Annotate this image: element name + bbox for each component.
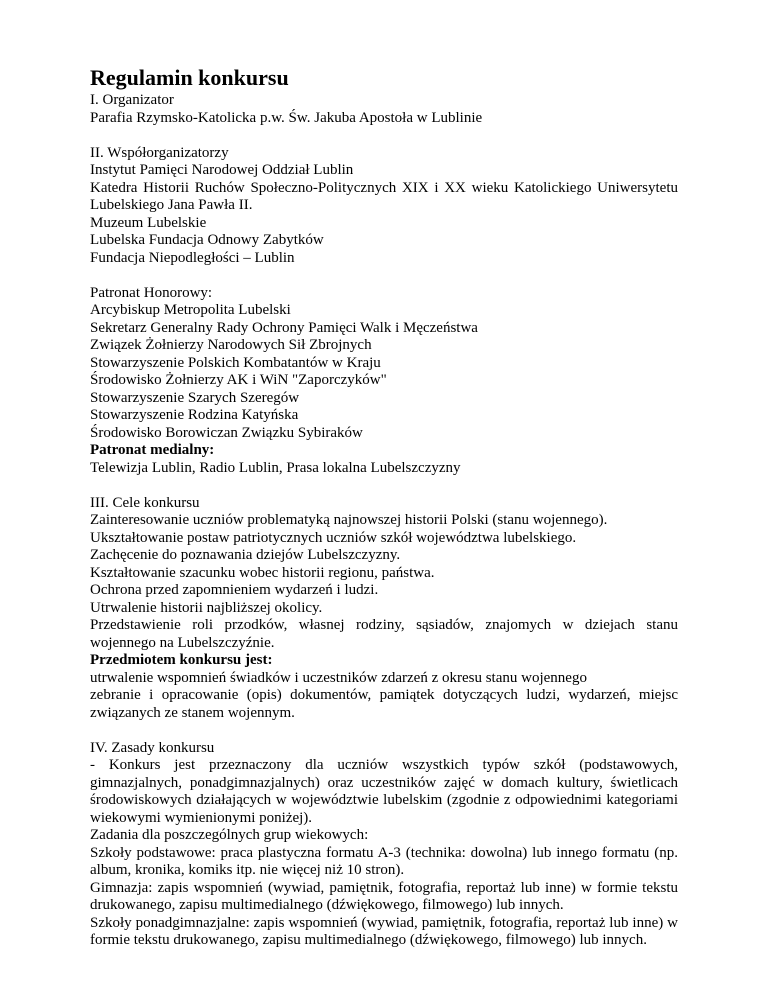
- list-item: utrwalenie wspomnień świadków i uczestników zdarzeń z okresu stanu wojennego: [90, 669, 587, 686]
- list-item: Utrwalenie historii najbliższej okolicy.: [90, 599, 323, 616]
- list-item: Stowarzyszenie Polskich Kombatantów w Kraju: [90, 354, 381, 371]
- section-heading: I. Organizator: [90, 92, 174, 108]
- list-item: Środowisko Żołnierzy AK i WiN "Zaporczyków": [90, 372, 387, 388]
- spacer: [90, 127, 678, 145]
- list-item: Ukształtowanie postaw patriotycznych uczniów szkół województwa lubelskiego.: [90, 529, 577, 546]
- list-item: Lubelska Fundacja Odnowy Zabytków: [90, 232, 324, 248]
- list-item: Arcybiskup Metropolita Lubelski: [90, 302, 291, 318]
- section-coorganizers: [90, 145, 678, 268]
- section-heading: III. Cele konkursu: [90, 494, 200, 511]
- section-heading: II. Współorganizatorzy: [90, 144, 229, 161]
- task-item: Szkoły ponadgimnazjalne: zapis wspomnień (wywiad, pamiętnik, fotografia, reportaż lub inne) w formie tekstu drukowanego, zapisu multimedialnego (dźwiękowego, filmowego) lub innych.: [90, 914, 678, 948]
- list-item: Zachęcenie do poznawania dziejów Lubelszczyzny.: [90, 547, 401, 563]
- list-item: Ochrona przed zapomnieniem wydarzeń i ludzi.: [90, 582, 379, 598]
- media-patronage-list: Telewizja Lublin, Radio Lublin, Prasa lokalna Lubelszczyzny: [90, 459, 461, 476]
- list-item: zebranie i opracowanie (opis) dokumentów, pamiątek dotyczących ludzi, wydarzeń, miejsc związanych ze stanem wojennym.: [90, 687, 678, 721]
- spacer: [90, 722, 678, 740]
- list-item: Przedstawienie roli przodków, własnej rodziny, sąsiadów, znajomych w dziejach stanu wojennego na Lubelszczyźnie.: [90, 617, 678, 651]
- section-patronage: [90, 285, 678, 478]
- list-item: Zainteresowanie uczniów problematyką najnowszej historii Polski (stanu wojennego).: [90, 512, 608, 528]
- list-item: Związek Żołnierzy Narodowych Sił Zbrojnych: [90, 337, 372, 353]
- list-item: Sekretarz Generalny Rady Ochrony Pamięci Walk i Męczeństwa: [90, 319, 478, 336]
- page-title: Regulamin konkursu: [90, 65, 289, 90]
- list-item: Muzeum Lubelskie: [90, 214, 207, 231]
- subject-heading: Przedmiotem konkursu jest:: [90, 652, 273, 668]
- list-item: Stowarzyszenie Szarych Szeregów: [90, 389, 300, 406]
- list-item: Fundacja Niepodległości – Lublin: [90, 249, 295, 266]
- list-item: Środowisko Borowiczan Związku Sybiraków: [90, 424, 363, 441]
- organizer-name: Parafia Rzymsko-Katolicka p.w. Św. Jakuba Apostoła w Lublinie: [90, 109, 483, 126]
- section-heading: IV. Zasady konkursu: [90, 739, 215, 756]
- list-item: Kształtowanie szacunku wobec historii regionu, państwa.: [90, 564, 435, 581]
- section-rules: [90, 740, 678, 950]
- rules-intro: - Konkurs jest przeznaczony dla uczniów wszystkich typów szkół (podstawowych, gimnazjalnych, ponadgimnazjalnych) oraz uczestników zajęć w domach kultury, świetlicach środowiskowych działających w województwie lubelskim (zgodnie z odpowiednimi kategoriami wiekowymi wymienionymi poniżej).: [90, 757, 678, 826]
- list-item: Instytut Pamięci Narodowej Oddział Lublin: [90, 162, 354, 178]
- list-item: Stowarzyszenie Rodzina Katyńska: [90, 407, 299, 423]
- section-heading: Patronat Honorowy:: [90, 284, 213, 301]
- spacer: [90, 477, 678, 495]
- task-item: Gimnazja: zapis wspomnień (wywiad, pamiętnik, fotografia, reportaż lub inne) w formie tekstu drukowanego, zapisu multimedialnego (dźwiękowego, filmowego) lub innych.: [90, 879, 678, 913]
- tasks-heading: Zadania dla poszczególnych grup wiekowych:: [90, 827, 369, 843]
- section-organizer: [90, 92, 678, 127]
- spacer: [90, 267, 678, 285]
- list-item: Katedra Historii Ruchów Społeczno-Politycznych XIX i XX wieku Katolickiego Uniwersytetu Lubelskiego Jana Pawła II.: [90, 179, 678, 213]
- task-item: Szkoły podstawowe: praca plastyczna formatu A-3 (technika: dowolna) lub innego formatu (np. album, kronika, komiks itp. nie więcej niż 10 stron).: [90, 844, 678, 878]
- media-patronage-heading: Patronat medialny:: [90, 442, 215, 458]
- section-goals: [90, 495, 678, 723]
